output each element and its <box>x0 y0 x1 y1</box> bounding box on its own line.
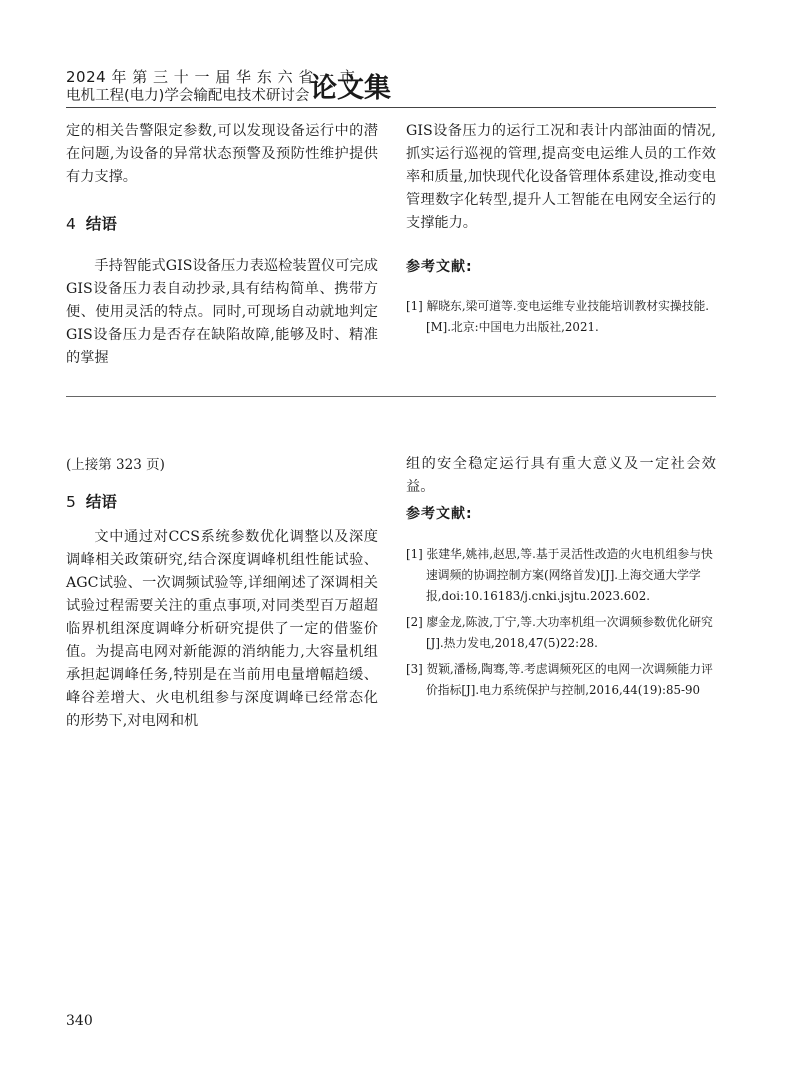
top-left-paragraph-2: 手持智能式GIS设备压力表巡检装置仪可完成GIS设备压力表自动抄录,具有结构简单、携带方便、使用灵活的特点。同时,可现场自动就地判定GIS设备压力是否存在缺陷故障,能够及时、精准的掌握 <box>66 258 378 366</box>
top-references-heading: 参考文献: <box>406 259 473 275</box>
page-number: 340 <box>66 1013 93 1029</box>
header-conference-line2: 电机工程(电力)学会输配电技术研讨会 <box>66 88 310 104</box>
bottom-references-list <box>406 544 716 701</box>
bottom-section-title: 结语 <box>85 493 117 511</box>
continued-note-wrap <box>66 454 378 476</box>
bottom-right-column <box>406 453 716 499</box>
header-conference-line1: 2024 年 第 三 十 一 届 华 东 六 省 一 市 <box>66 68 356 86</box>
top-reference-item: [1] 解晓东,梁可道等.变电运维专业技能培训教材实操技能.[M].北京:中国电力出版社,2021. <box>406 299 710 334</box>
continued-from-note: (上接第 323 页) <box>66 457 165 473</box>
bottom-section-number: 5 <box>66 493 76 511</box>
header-divider <box>66 107 716 108</box>
top-references-list <box>406 296 716 338</box>
header-brand-title: 论文集 <box>310 73 391 104</box>
top-section-heading <box>66 212 378 234</box>
running-header <box>66 62 716 106</box>
bottom-left-paragraph: 文中通过对CCS系统参数优化调整以及深度调峰相关政策研究,结合深度调峰机组性能试验、AGC试验、一次调频试验等,详细阐述了深调相关试验过程需要关注的重点事项,对同类型百万超超临界机组深度调峰分析研究提供了一定的借鉴价值。为提高电网对新能源的消纳能力,大容量机组承担起调峰任务,特别是在当前用电量增幅趋缓、峰谷差增大、火电机组参与深度调峰已经常态化的形势下,对电网和机 <box>66 529 378 729</box>
bottom-reference-item-2: [2] 廖金龙,陈波,丁宁,等.大功率机组一次调频参数优化研究[J].热力发电,2018,47(5)22:28. <box>406 615 713 650</box>
bottom-references-heading: 参考文献: <box>406 506 473 522</box>
top-left-conclusion <box>66 255 378 370</box>
bottom-section-heading <box>66 490 378 512</box>
top-section-number: 4 <box>66 215 76 233</box>
bottom-reference-item-1: [1] 张建华,姚祎,赵思,等.基于灵活性改造的火电机组参与快速调频的协调控制方案(网络首发)[J].上海交通大学学报,doi:10.16183/j.cnki.jsjtu.2023.602. <box>406 547 713 603</box>
top-section-title: 结语 <box>85 215 117 233</box>
bottom-references-heading-wrap <box>406 503 716 523</box>
article-separator <box>66 396 716 397</box>
bottom-reference-item-3: [3] 贺颖,潘杨,陶骞,等.考虑调频死区的电网一次调频能力评价指标[J].电力系统保护与控制,2016,44(19):85-90 <box>406 662 713 697</box>
top-left-paragraph-1: 定的相关告警限定参数,可以发现设备运行中的潜在问题,为设备的异常状态预警及预防性维护提供有力支撑。 <box>66 123 378 185</box>
bottom-right-paragraph: 组的安全稳定运行具有重大意义及一定社会效益。 <box>406 456 716 495</box>
top-right-paragraph: GIS设备压力的运行工况和表计内部油面的情况,抓实运行巡视的管理,提高变电运维人员的工作效率和质量,加快现代化设备管理体系建设,推动变电管理数字化转型,提升人工智能在电网安全运行的支撑能力。 <box>406 123 716 231</box>
bottom-left-conclusion <box>66 526 378 733</box>
top-left-column <box>66 120 378 189</box>
top-right-column <box>406 120 716 235</box>
top-references-heading-wrap <box>406 256 716 276</box>
